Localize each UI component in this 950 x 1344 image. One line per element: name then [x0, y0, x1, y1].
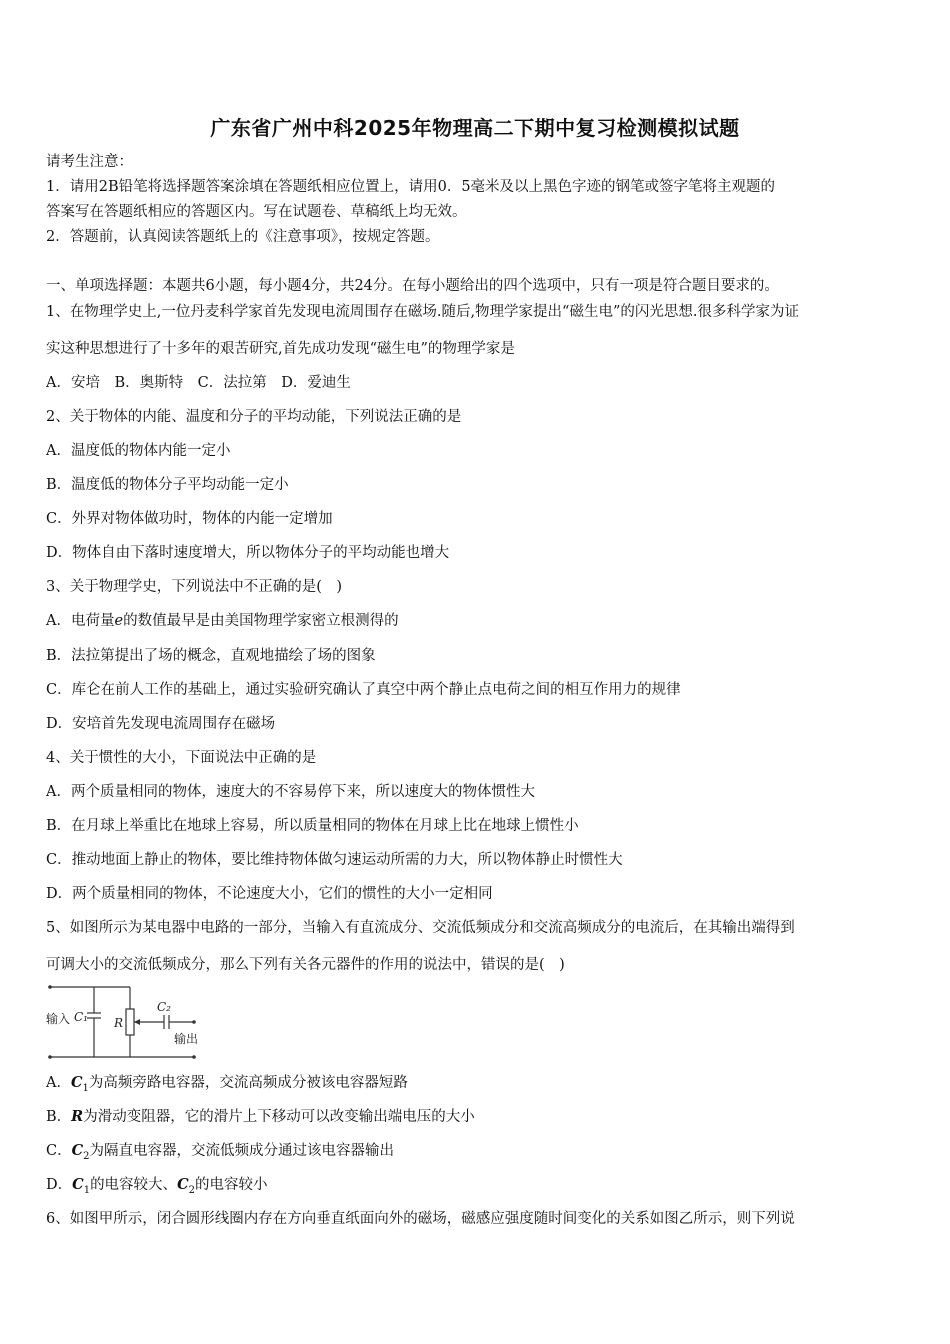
q4-stem: 4、关于惯性的大小，下面说法中正确的是 [46, 750, 317, 766]
q3-a-var: e [114, 613, 124, 629]
q5-stem-b: 可调大小的交流低频成分，那么下列有关各元器件的作用的说法中，错误的是( ) [46, 957, 565, 973]
q4-option-a: A．两个质量相同的物体，速度大的不容易停下来，所以速度大的物体惯性大 [46, 784, 535, 800]
q5-a-sub: 1 [82, 1082, 89, 1094]
circuit-diagram [44, 983, 214, 1063]
q5-a-var: C [70, 1074, 83, 1091]
q5-b-prefix: B． [46, 1109, 72, 1125]
q3-option-b: B．法拉第提出了场的概念，直观地描绘了场的图象 [46, 648, 376, 664]
q5-b-var: R [71, 1108, 84, 1125]
q5-option-a [46, 1074, 408, 1098]
q5-c-var: C [71, 1142, 84, 1159]
q2-option-b: B．温度低的物体分子平均动能一定小 [46, 477, 289, 493]
q5-b-text: 为滑动变阻器，它的滑片上下移动可以改变输出端电压的大小 [83, 1109, 475, 1125]
notice-item-2: 2．答题前，认真阅读答题纸上的《注意事项》，按规定答题。 [46, 229, 440, 245]
q2-stem: 2、关于物体的内能、温度和分子的平均动能，下列说法正确的是 [46, 409, 462, 425]
q5-option-c [46, 1142, 394, 1166]
q5-d-var2: C [177, 1176, 189, 1193]
q4-option-d: D．两个质量相同的物体，不论速度大小，它们的惯性的大小一定相同 [46, 886, 493, 902]
q5-option-b [46, 1108, 475, 1126]
q2-option-a: A．温度低的物体内能一定小 [46, 443, 231, 459]
q5-option-d [46, 1176, 267, 1200]
q5-c-sub: 2 [83, 1150, 90, 1162]
q6-stem-a: 6、如图甲所示，闭合圆形线圈内存在方向垂直纸面向外的磁场，磁感应强度随时间变化的关系如图乙所示，则下列说 [46, 1211, 795, 1227]
q5-d-var1: C [72, 1176, 84, 1193]
circuit-r-label: R [114, 1016, 124, 1030]
q5-a-text: 为高频旁路电容器，交流高频成分被该电容器短路 [88, 1075, 408, 1091]
q4-option-b: B．在月球上举重比在地球上容易，所以质量相同的物体在月球上比在地球上惯性小 [46, 818, 579, 834]
q1-stem-a: 1、在物理学史上,一位丹麦科学家首先发现电流周围存在磁场.随后,物理学家提出“磁生电”的闪光思想.很多科学家为证 [46, 304, 799, 320]
q3-option-d: D．安培首先发现电流周围存在磁场 [46, 716, 276, 732]
q3-a-text: 的数值最早是由美国物理学家密立根测得的 [123, 613, 399, 629]
q3-option-a [46, 612, 399, 630]
q1-options: A．安培 B．奥斯特 C．法拉第 D．爱迪生 [46, 375, 351, 391]
circuit-c1-label: C₁ [74, 1010, 88, 1024]
q5-d-mid: 的电容较大、 [90, 1177, 178, 1193]
q2-option-d: D．物体自由下落时速度增大，所以物体分子的平均动能也增大 [46, 545, 450, 561]
notice-item-1a: 1．请用2B铅笔将选择题答案涂填在答题纸相应位置上，请用0．5毫米及以上黑色字迹的钢笔或签字笔将主观题的 [46, 179, 776, 195]
q5-d-sub1: 1 [83, 1184, 91, 1196]
q1-stem-b: 实这种思想进行了十多年的艰苦研究,首先成功发现“磁生电”的物理学家是 [46, 341, 515, 357]
notice-item-1b: 答案写在答题纸相应的答题区内。写在试题卷、草稿纸上均无效。 [46, 204, 467, 220]
circuit-output-label: 输出 [174, 1032, 199, 1046]
notice-heading: 请考生注意： [46, 154, 133, 170]
q5-stem-a: 5、如图所示为某电器中电路的一部分，当输入有直流成分、交流低频成分和交流高频成分的电流后，在其输出端得到 [46, 920, 795, 936]
q5-d-prefix: D． [46, 1177, 73, 1193]
circuit-input-label: 输入 [46, 1012, 71, 1026]
q4-option-c: C．推动地面上静止的物体，要比维持物体做匀速运动所需的力大，所以物体静止时惯性大 [46, 852, 623, 868]
section-heading: 一、单项选择题：本题共6小题，每小题4分，共24分。在每小题给出的四个选项中，只有一项是符合题目要求的。 [46, 278, 779, 294]
page-title: 广东省广州中科2025年物理高二下期中复习检测模拟试题 [210, 116, 740, 140]
q5-c-prefix: C． [46, 1143, 72, 1159]
q5-d-sub2: 2 [188, 1184, 195, 1196]
q3-option-c: C．库仑在前人工作的基础上，通过实验研究确认了真空中两个静止点电荷之间的相互作用力的规律 [46, 682, 681, 698]
circuit-c2-label: C₂ [157, 1000, 171, 1014]
q3-stem: 3、关于物理学史，下列说法中不正确的是( ) [46, 579, 343, 595]
q3-a-prefix: A．电荷量 [46, 613, 115, 629]
q5-a-prefix: A． [46, 1075, 71, 1091]
q2-option-c: C．外界对物体做功时，物体的内能一定增加 [46, 511, 333, 527]
q5-c-text: 为隔直电容器，交流低频成分通过该电容器输出 [89, 1143, 395, 1159]
q5-d-text: 的电容较小 [194, 1177, 268, 1193]
